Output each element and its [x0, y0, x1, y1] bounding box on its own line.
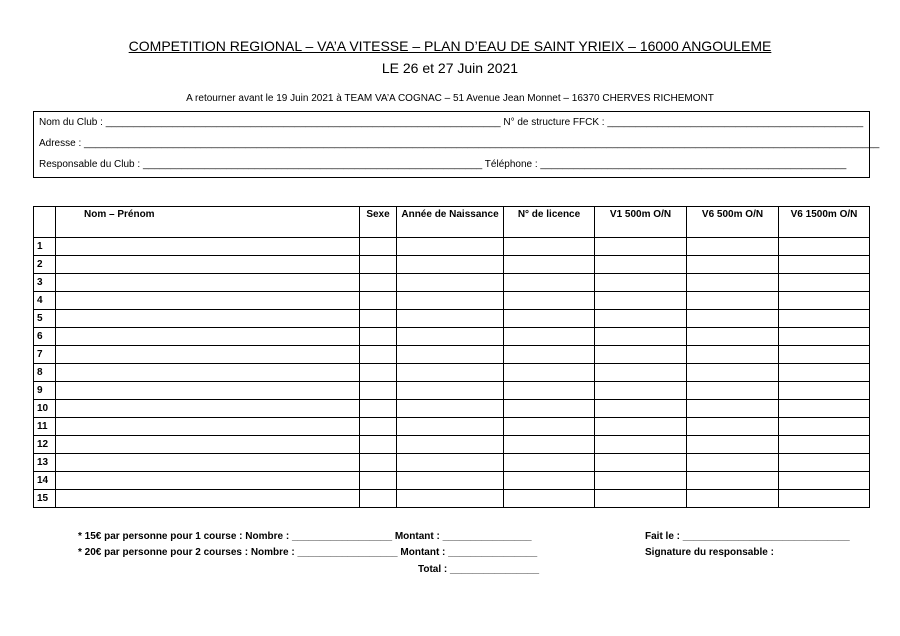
table-cell[interactable]	[595, 346, 687, 364]
table-cell[interactable]	[504, 382, 595, 400]
table-cell[interactable]	[595, 238, 687, 256]
table-cell[interactable]	[779, 472, 870, 490]
row-number: 1	[34, 238, 56, 256]
table-cell[interactable]	[779, 454, 870, 472]
table-cell[interactable]	[397, 310, 504, 328]
table-cell[interactable]	[504, 436, 595, 454]
table-cell[interactable]	[779, 238, 870, 256]
table-cell[interactable]	[504, 328, 595, 346]
header-v6-1500: V6 1500m O/N	[779, 207, 870, 238]
table-cell[interactable]	[360, 436, 397, 454]
row-number: 15	[34, 490, 56, 508]
row-number: 12	[34, 436, 56, 454]
table-cell[interactable]	[779, 382, 870, 400]
table-cell[interactable]	[397, 490, 504, 508]
table-cell[interactable]	[360, 472, 397, 490]
table-cell[interactable]	[504, 400, 595, 418]
table-cell[interactable]	[360, 238, 397, 256]
table-cell[interactable]	[687, 436, 779, 454]
table-cell[interactable]	[360, 382, 397, 400]
table-cell[interactable]	[504, 364, 595, 382]
table-cell[interactable]	[397, 436, 504, 454]
table-cell[interactable]	[595, 382, 687, 400]
table-cell[interactable]	[687, 292, 779, 310]
row-number: 10	[34, 400, 56, 418]
table-cell[interactable]	[595, 490, 687, 508]
table-cell[interactable]	[360, 490, 397, 508]
header-licence: N° de licence	[504, 207, 595, 238]
table-cell[interactable]	[360, 328, 397, 346]
table-cell[interactable]	[504, 292, 595, 310]
row-number: 14	[34, 472, 56, 490]
table-cell[interactable]	[687, 418, 779, 436]
table-cell[interactable]	[397, 346, 504, 364]
row-number: 11	[34, 418, 56, 436]
table-cell[interactable]	[687, 274, 779, 292]
table-cell[interactable]	[504, 274, 595, 292]
table-cell[interactable]	[779, 364, 870, 382]
header-v6-500: V6 500m O/N	[687, 207, 779, 238]
table-cell[interactable]	[687, 256, 779, 274]
table-cell[interactable]	[360, 364, 397, 382]
table-cell[interactable]	[595, 436, 687, 454]
header-v1-500: V1 500m O/N	[595, 207, 687, 238]
table-row	[34, 328, 870, 346]
table-cell[interactable]	[687, 328, 779, 346]
table-cell[interactable]	[56, 472, 360, 490]
table-cell[interactable]	[56, 454, 360, 472]
club-manager-line[interactable]: Responsable du Club : _____________________________________________________________ Téléphone : _______________________________________________________	[39, 159, 847, 170]
table-cell[interactable]	[397, 328, 504, 346]
row-number: 2	[34, 256, 56, 274]
fee-line-one-course: * 15€ par personne pour 1 course : Nombre : __________________ Montant : ________________	[78, 531, 532, 542]
table-cell[interactable]	[397, 256, 504, 274]
table-cell[interactable]	[56, 400, 360, 418]
table-row	[34, 274, 870, 292]
table-cell[interactable]	[779, 292, 870, 310]
table-cell[interactable]	[779, 310, 870, 328]
table-cell[interactable]	[56, 238, 360, 256]
table-cell[interactable]	[56, 274, 360, 292]
return-instructions: A retourner avant le 19 Juin 2021 à TEAM VA’A COGNAC – 51 Avenue Jean Monnet – 16370 CHERVES RICHEMONT	[186, 93, 714, 104]
table-cell[interactable]	[595, 472, 687, 490]
table-cell[interactable]	[687, 382, 779, 400]
table-cell[interactable]	[504, 472, 595, 490]
table-cell[interactable]	[595, 292, 687, 310]
table-cell[interactable]	[504, 310, 595, 328]
table-row	[34, 346, 870, 364]
date-line: Fait le : ______________________________	[645, 531, 850, 542]
table-cell[interactable]	[595, 400, 687, 418]
table-cell[interactable]	[397, 472, 504, 490]
table-cell[interactable]	[56, 346, 360, 364]
table-cell[interactable]	[56, 364, 360, 382]
table-cell[interactable]	[779, 418, 870, 436]
table-cell[interactable]	[56, 436, 360, 454]
table-cell[interactable]	[595, 454, 687, 472]
row-number: 6	[34, 328, 56, 346]
table-cell[interactable]	[397, 400, 504, 418]
header-name: Nom – Prénom	[56, 207, 360, 238]
table-cell[interactable]	[687, 454, 779, 472]
row-number: 4	[34, 292, 56, 310]
table-cell[interactable]	[687, 346, 779, 364]
table-row	[34, 490, 870, 508]
table-row	[34, 454, 870, 472]
table-cell[interactable]	[779, 274, 870, 292]
table-cell[interactable]	[687, 472, 779, 490]
row-number: 5	[34, 310, 56, 328]
table-cell[interactable]	[56, 292, 360, 310]
table-cell[interactable]	[504, 490, 595, 508]
table-cell[interactable]	[397, 364, 504, 382]
table-cell[interactable]	[360, 418, 397, 436]
table-cell[interactable]	[56, 328, 360, 346]
table-cell[interactable]	[779, 328, 870, 346]
table-cell[interactable]	[779, 346, 870, 364]
table-cell[interactable]	[397, 382, 504, 400]
table-cell[interactable]	[595, 310, 687, 328]
table-cell[interactable]	[687, 490, 779, 508]
table-cell[interactable]	[504, 256, 595, 274]
participants-table	[33, 206, 870, 508]
table-cell[interactable]	[779, 256, 870, 274]
table-cell[interactable]	[56, 490, 360, 508]
table-cell[interactable]	[56, 418, 360, 436]
table-cell[interactable]	[595, 274, 687, 292]
table-row	[34, 418, 870, 436]
table-cell[interactable]	[360, 274, 397, 292]
table-cell[interactable]	[56, 256, 360, 274]
header-index	[34, 207, 56, 238]
table-cell[interactable]	[779, 490, 870, 508]
table-cell[interactable]	[360, 256, 397, 274]
table-cell[interactable]	[397, 274, 504, 292]
table-cell[interactable]	[397, 418, 504, 436]
row-number: 13	[34, 454, 56, 472]
table-cell[interactable]	[504, 418, 595, 436]
row-number: 3	[34, 274, 56, 292]
table-cell[interactable]	[595, 256, 687, 274]
club-name-line[interactable]: Nom du Club : _______________________________________________________________________ N° de structure FFCK : ______________________________________________	[39, 117, 864, 128]
table-cell[interactable]	[779, 436, 870, 454]
table-cell[interactable]	[360, 346, 397, 364]
document-title: COMPETITION REGIONAL – VA’A VITESSE – PLAN D’EAU DE SAINT YRIEIX – 16000 ANGOULEME	[128, 38, 772, 54]
header-sex: Sexe	[360, 207, 397, 238]
table-cell[interactable]	[397, 292, 504, 310]
table-row	[34, 256, 870, 274]
table-cell[interactable]	[360, 400, 397, 418]
club-info-box	[33, 111, 880, 178]
row-number: 8	[34, 364, 56, 382]
table-row	[34, 472, 870, 490]
table-row	[34, 310, 870, 328]
fee-line-two-courses: * 20€ par personne pour 2 courses : Nombre : __________________ Montant : ________________	[78, 547, 538, 558]
table-cell[interactable]	[360, 292, 397, 310]
table-cell[interactable]	[595, 364, 687, 382]
table-cell[interactable]	[504, 238, 595, 256]
table-cell[interactable]	[360, 454, 397, 472]
table-cell[interactable]	[504, 346, 595, 364]
table-cell[interactable]	[397, 454, 504, 472]
table-row	[34, 292, 870, 310]
header-birth-year: Année de Naissance	[397, 207, 504, 238]
table-cell[interactable]	[595, 418, 687, 436]
total-line: Total : ________________	[418, 564, 540, 575]
table-cell[interactable]	[687, 310, 779, 328]
table-row	[34, 382, 870, 400]
table-cell[interactable]	[779, 400, 870, 418]
table-row	[34, 436, 870, 454]
table-row	[34, 364, 870, 382]
event-dates: LE 26 et 27 Juin 2021	[381, 60, 519, 76]
table-cell[interactable]	[595, 328, 687, 346]
row-number: 7	[34, 346, 56, 364]
table-cell[interactable]	[504, 454, 595, 472]
signature-label: Signature du responsable :	[645, 547, 774, 558]
table-row	[34, 238, 870, 256]
table-cell[interactable]	[397, 238, 504, 256]
table-cell[interactable]	[56, 310, 360, 328]
table-row	[34, 400, 870, 418]
row-number: 9	[34, 382, 56, 400]
table-header-row	[34, 207, 870, 238]
table-cell[interactable]	[687, 364, 779, 382]
table-cell[interactable]	[56, 382, 360, 400]
table-cell[interactable]	[687, 400, 779, 418]
club-address-line[interactable]: Adresse : _______________________________________________________________________________________________________________________________________________	[39, 138, 880, 149]
table-cell[interactable]	[360, 310, 397, 328]
table-cell[interactable]	[687, 238, 779, 256]
